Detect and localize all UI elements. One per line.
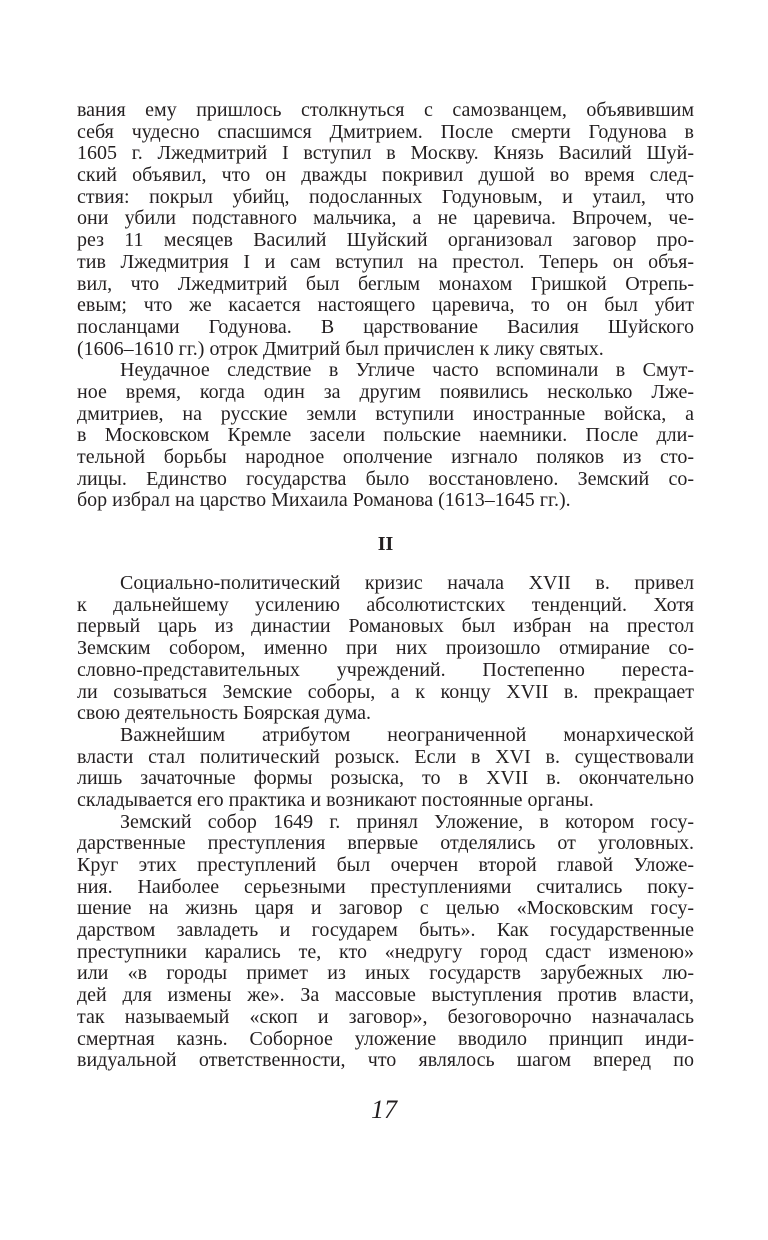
text-line: Социально-политический кризис начала XVII в. привел (120, 572, 694, 595)
text-line: Круг этих преступлений был очерчен второй главой Уложе- (77, 854, 694, 876)
paragraph (77, 725, 694, 812)
text-line: тив Лжедмитрия I и сам вступил на престол. Теперь он объя- (77, 250, 694, 273)
text-line: ский объявил, что он дважды покривил душой во время след- (77, 164, 694, 187)
text-line: Земским собором, именно при них произошло отмирание со- (77, 637, 694, 660)
text-line: лишь зачаточные формы розыска, то в XVII в. окончательно (77, 767, 694, 790)
text-line: ное время, когда один за другим появились несколько Лже- (77, 380, 694, 403)
section-heading: II (377, 533, 394, 556)
text-line: складывается его практика и возникают постоянные органы. (77, 788, 594, 811)
text-line: посланцами Годунова. В царствование Василия Шуйского (77, 315, 694, 338)
text-line: смертная казнь. Соборное уложение вводило принцип инди- (77, 1027, 694, 1050)
text-line: власти стал политический розыск. Если в XVI в. существовали (77, 745, 694, 768)
text-line: 1605 г. Лжедмитрий I вступил в Москву. Князь Василий Шуй- (77, 142, 694, 165)
text-line: Земский собор 1649 г. принял Уложение, в котором госу- (120, 810, 694, 833)
text-line: бор избрал на царство Михаила Романова (1613–1645 гг.). (77, 489, 571, 512)
text-line: они убили подставного мальчика, а не царевича. Впрочем, че- (77, 207, 694, 230)
page-number: 17 (371, 1095, 397, 1124)
text-line: евым; что же касается настоящего царевича, то он был убит (77, 294, 694, 317)
text-line: видуальной ответственности, что являлось шагом вперед по (77, 1049, 694, 1072)
text-line: ли созываться Земские соборы, а к концу XVII в. прекращает (77, 680, 694, 703)
text-line: или «в городы примет из иных государств зарубежных лю- (77, 962, 694, 985)
text-line: первый царь из династии Романовых был избран на престол (77, 615, 694, 638)
text-line: рез 11 месяцев Василий Шуйский организовал заговор про- (77, 229, 694, 252)
text-line: дмитриев, на русские земли вступили иностранные войска, а (77, 402, 694, 425)
text-line: тельной борьбы народное ополчение изгнало поляков из сто- (77, 446, 694, 468)
text-line: свою деятельность Боярская дума. (77, 702, 372, 725)
text-line: себя чудесно спасшимся Дмитрием. После смерти Годунова в (77, 120, 694, 143)
text-line: вания ему пришлось столкнуться с самозванцем, объявившим (77, 99, 694, 121)
text-line: лицы. Единство государства было восстановлено. Земский со- (77, 467, 694, 490)
text-line: Неудачное следствие в Угличе часто вспоминали в Смут- (120, 359, 694, 382)
text-line: дарственные преступления впервые отделялись от уголовных. (77, 832, 694, 855)
page-body (77, 100, 694, 1072)
text-line: вил, что Лжедмитрий был беглым монахом Гришкой Отрепь- (77, 272, 694, 295)
text-line: преступники карались те, кто «недругу город сдаст изменою» (77, 940, 694, 963)
paragraph (77, 360, 694, 512)
text-line: ствия: покрыл убийц, подосланных Годуновым, и утаил, что (77, 185, 694, 208)
text-line: к дальнейшему усилению абсолютистских тенденций. Хотя (77, 593, 694, 616)
text-line: (1606–1610 гг.) отрок Дмитрий был причислен к лику святых. (77, 337, 604, 360)
text-line: словно-представительных учреждений. Постепенно переста- (77, 658, 694, 681)
text-line: в Московском Кремле засели польские наемники. После дли- (77, 424, 694, 447)
text-line: так называемый «скоп и заговор», безоговорочно назначалась (77, 1005, 694, 1028)
paragraph (77, 812, 694, 1072)
text-line: ния. Наиболее серьезными преступлениями считались поку- (77, 875, 694, 898)
text-line: Важнейшим атрибутом неограниченной монархической (120, 723, 694, 746)
text-line: дарством завладеть и государем быть». Как государственные (77, 919, 694, 942)
paragraph (77, 573, 694, 725)
paragraph (77, 100, 694, 360)
text-line: шение на жизнь царя и заговор с целью «Московским госу- (77, 897, 694, 920)
text-line: дей для измены же». За массовые выступления против власти, (77, 984, 694, 1007)
